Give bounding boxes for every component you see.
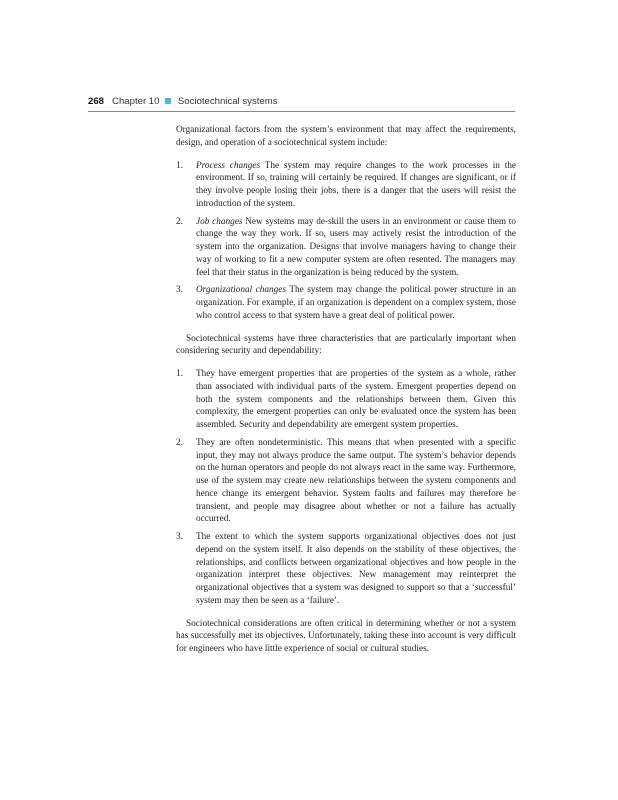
header-rule	[88, 111, 515, 112]
characteristic-text: They are often nondeterministic. This means that when presented with a specific input, they may not always produce the same output. The system’s behavior depends on the human operators and people do not always react in the same way. Furthermore, use of the system may create new relationships between the system components and hence change its emergent behavior. System faults and failures may therefore be transient, and people may disagree about whether or not a failure has actually occurred.	[196, 437, 516, 525]
chapter-label: Chapter 10	[112, 96, 160, 107]
page-body	[176, 124, 516, 656]
list-number: 1.	[176, 160, 183, 171]
factor-text: The system may change the political power structure in an organization. For example, if an organization is dependent on a complex system, those who control access to that system have a great deal of political power.	[196, 285, 516, 321]
list-item	[176, 160, 516, 211]
characteristics-intro: Sociotechnical systems have three characteristics that are particularly important when considering security and dependability:	[176, 333, 516, 357]
factor-term: Job changes	[196, 216, 243, 227]
list-item	[176, 531, 516, 608]
list-item	[176, 216, 516, 280]
list-number: 1.	[176, 369, 183, 379]
list-number: 2.	[176, 437, 183, 448]
list-number: 3.	[176, 285, 183, 296]
running-header	[88, 96, 515, 110]
list-item	[176, 368, 516, 432]
list-number: 2.	[176, 216, 183, 227]
list-item	[176, 284, 516, 322]
section-title: Sociotechnical systems	[177, 96, 278, 107]
list-item	[176, 437, 516, 526]
square-bullet-icon	[165, 98, 171, 104]
factor-term: Organizational changes	[196, 285, 286, 296]
intro-paragraph: Organizational factors from the system’s environment that may affect the requirements, design, and operation of a sociotechnical system include:	[176, 125, 516, 148]
closing-paragraph: Sociotechnical considerations are often critical in determining whether or not a system has successfully met its objectives. Unfortunately, taking these into account is very difficult for engineers who have little experience of social or cultural studies.	[176, 618, 516, 654]
characteristic-text: The extent to which the system supports organizational objectives does not just depend on the system itself. It also depends on the stability of these objectives, the relationships, and conflicts between organizational objectives and how people in the organization interpret these objectives. New management may reinterpret the organizational objectives that a system was designed to support so that a ‘successful’ system may then be seen as a ‘failure’.	[196, 532, 516, 606]
page-number: 268	[88, 96, 105, 107]
factor-term: Process changes	[196, 160, 261, 171]
list-number: 3.	[176, 532, 183, 542]
factor-text: New systems may de-skill the users in an environment or cause them to change the way they work. If so, users may actively resist the introduction of the system into the organization. Designs that involve managers having to change their way of working to fit a new computer system are often resented. The managers may feel that their status in the organization is being reduced by the system.	[196, 216, 516, 278]
characteristic-text: They have emergent properties that are properties of the system as a whole, rather than associated with individual parts of the system. Emergent properties depend on both the system components and the relationships between them. Given this complexity, the emergent properties can only be evaluated once the system has been assembled. Security and dependability are emergent system properties.	[196, 369, 516, 430]
factor-text: The system may require changes to the work processes in the environment. If so, training will certainly be required. If changes are significant, or if they involve people losing their jobs, there is a danger that the users will resist the introduction of the system.	[196, 160, 516, 209]
